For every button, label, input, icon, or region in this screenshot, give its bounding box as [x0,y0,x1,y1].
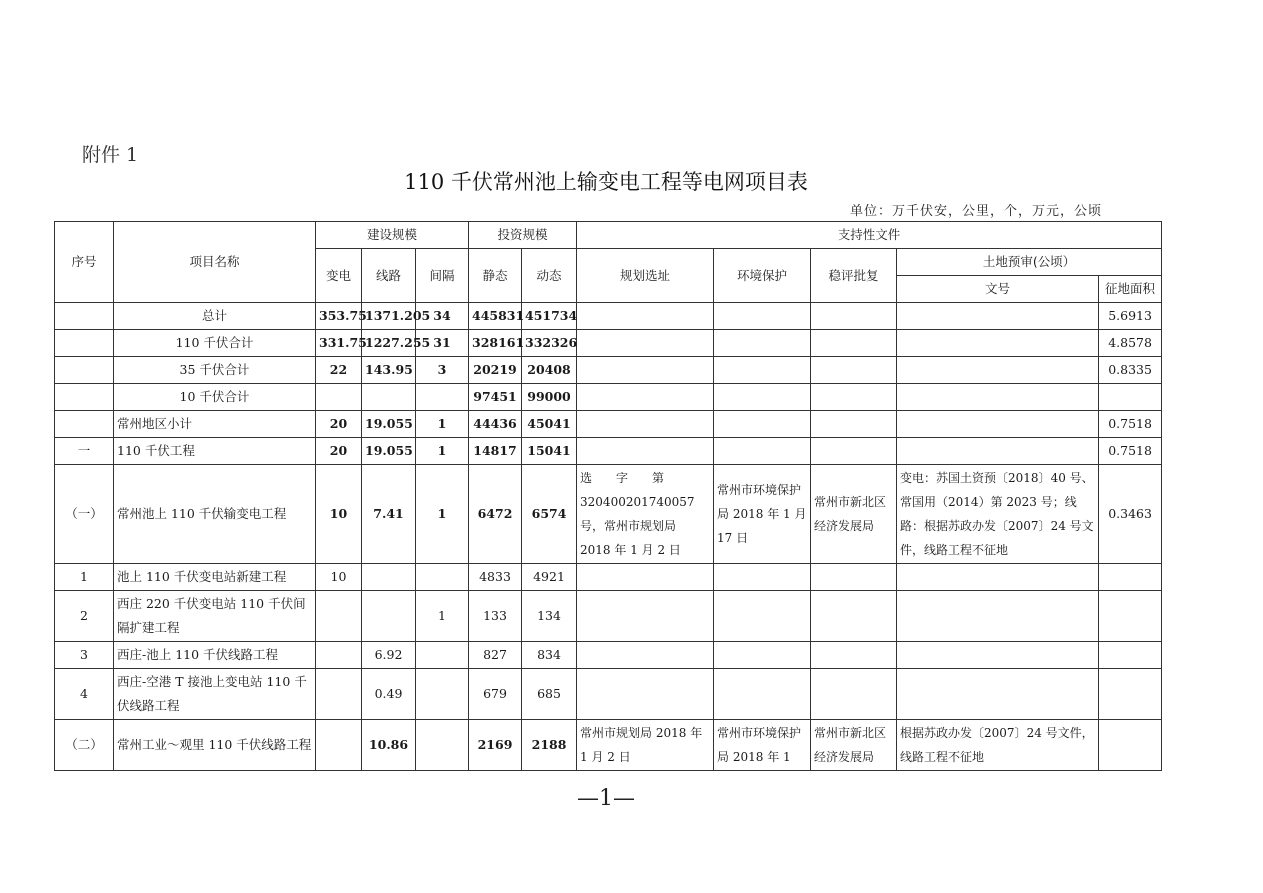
cell-bay: 31 [416,330,469,357]
cell-dynamic: 99000 [522,384,577,411]
cell-planning [577,669,714,720]
cell-dynamic: 15041 [522,438,577,465]
cell-name: 常州工业～观里 110 千伏线路工程 [114,720,316,771]
header-static: 静态 [469,249,522,303]
cell-static: 44436 [469,411,522,438]
cell-name: 35 千伏合计 [114,357,316,384]
cell-dynamic: 332326 [522,330,577,357]
cell-doc-no [897,384,1099,411]
cell-dynamic: 685 [522,669,577,720]
cell-transformer: 10 [316,465,362,564]
cell-env: 常州市环境保护局 2018 年 1 月 17 日 [714,465,811,564]
cell-transformer [316,669,362,720]
cell-area: 5.6913 [1099,303,1162,330]
cell-seq [55,411,114,438]
cell-doc-no [897,564,1099,591]
cell-line: 143.95 [362,357,416,384]
cell-doc-no [897,669,1099,720]
cell-dynamic: 451734 [522,303,577,330]
cell-transformer: 353.75 [316,303,362,330]
cell-name: 西庄 220 千伏变电站 110 千伏间隔扩建工程 [114,591,316,642]
cell-env [714,591,811,642]
cell-planning [577,357,714,384]
cell-env [714,411,811,438]
cell-area [1099,384,1162,411]
cell-dynamic: 45041 [522,411,577,438]
header-invest-scale: 投资规模 [469,222,577,249]
cell-area: 0.3463 [1099,465,1162,564]
header-dynamic: 动态 [522,249,577,303]
cell-risk [811,564,897,591]
cell-area [1099,669,1162,720]
cell-risk: 常州市新北区经济发展局 [811,465,897,564]
cell-bay [416,720,469,771]
cell-line: 0.49 [362,669,416,720]
cell-bay [416,564,469,591]
cell-bay: 1 [416,591,469,642]
cell-risk [811,357,897,384]
table-row [55,330,1162,357]
cell-env [714,669,811,720]
header-build-scale: 建设规模 [316,222,469,249]
cell-risk [811,669,897,720]
cell-seq [55,384,114,411]
cell-doc-no [897,642,1099,669]
cell-seq: 4 [55,669,114,720]
cell-line: 7.41 [362,465,416,564]
header-area: 征地面积 [1099,276,1162,303]
cell-doc-no: 根据苏政办发〔2007〕24 号文件，线路工程不征地 [897,720,1099,771]
cell-transformer [316,384,362,411]
cell-bay: 34 [416,303,469,330]
cell-dynamic: 834 [522,642,577,669]
cell-seq: （一） [55,465,114,564]
cell-risk [811,591,897,642]
cell-transformer: 331.75 [316,330,362,357]
cell-planning [577,438,714,465]
header-name: 项目名称 [114,222,316,303]
cell-area: 0.7518 [1099,438,1162,465]
project-table [54,221,1162,771]
cell-dynamic: 4921 [522,564,577,591]
header-row-1 [55,222,1162,249]
cell-env [714,330,811,357]
cell-line: 19.055 [362,411,416,438]
header-support-docs: 支持性文件 [577,222,1162,249]
cell-risk [811,642,897,669]
table-row [55,384,1162,411]
cell-dynamic: 2188 [522,720,577,771]
cell-name: 西庄-空港 T 接池上变电站 110 千伏线路工程 [114,669,316,720]
cell-area [1099,564,1162,591]
cell-seq [55,357,114,384]
cell-transformer: 20 [316,411,362,438]
header-env: 环境保护 [714,249,811,303]
cell-static: 6472 [469,465,522,564]
header-land: 土地预审(公顷） [897,249,1162,276]
cell-transformer: 20 [316,438,362,465]
unit-note: 单位：万千伏安，公里，个，万元，公顷 [850,204,1103,219]
cell-dynamic: 20408 [522,357,577,384]
cell-risk [811,411,897,438]
table-row [55,411,1162,438]
table-row [55,303,1162,330]
cell-line: 6.92 [362,642,416,669]
header-bay: 间隔 [416,249,469,303]
cell-env [714,438,811,465]
cell-seq: 2 [55,591,114,642]
cell-seq: 1 [55,564,114,591]
table-row [55,564,1162,591]
cell-line [362,591,416,642]
cell-static: 328161 [469,330,522,357]
table-row [55,642,1162,669]
cell-planning [577,411,714,438]
cell-line: 1371.205 [362,303,416,330]
cell-dynamic: 134 [522,591,577,642]
cell-seq: 一 [55,438,114,465]
table-row [55,438,1162,465]
cell-name: 总计 [114,303,316,330]
cell-risk: 常州市新北区经济发展局 [811,720,897,771]
attachment-label: 附件 1 [82,144,139,166]
page-title: 110 千伏常州池上输变电工程等电网项目表 [404,170,808,194]
cell-name: 西庄-池上 110 千伏线路工程 [114,642,316,669]
cell-line: 10.86 [362,720,416,771]
cell-planning [577,642,714,669]
cell-area [1099,720,1162,771]
cell-name: 10 千伏合计 [114,384,316,411]
cell-seq [55,330,114,357]
cell-seq: （二） [55,720,114,771]
cell-transformer: 10 [316,564,362,591]
header-doc-no: 文号 [897,276,1099,303]
cell-risk [811,384,897,411]
cell-doc-no [897,591,1099,642]
cell-static: 2169 [469,720,522,771]
cell-static: 20219 [469,357,522,384]
cell-transformer [316,591,362,642]
cell-bay [416,384,469,411]
cell-planning [577,564,714,591]
table-row [55,720,1162,771]
cell-static: 14817 [469,438,522,465]
cell-line: 19.055 [362,438,416,465]
cell-seq: 3 [55,642,114,669]
cell-bay: 3 [416,357,469,384]
cell-line [362,384,416,411]
cell-doc-no: 变电：苏国土资预〔2018〕40 号、常国用（2014）第 2023 号；线路：根据苏政办发〔2007〕24 号文件，线路工程不征地 [897,465,1099,564]
cell-env [714,384,811,411]
cell-doc-no [897,330,1099,357]
cell-static: 4833 [469,564,522,591]
cell-static: 97451 [469,384,522,411]
cell-dynamic: 6574 [522,465,577,564]
cell-transformer [316,642,362,669]
table-row [55,591,1162,642]
cell-env [714,303,811,330]
table-row [55,357,1162,384]
table-row [55,465,1162,564]
cell-area: 0.7518 [1099,411,1162,438]
cell-area [1099,591,1162,642]
cell-static: 827 [469,642,522,669]
cell-doc-no [897,411,1099,438]
header-transformer: 变电 [316,249,362,303]
cell-env [714,357,811,384]
cell-doc-no [897,438,1099,465]
cell-bay: 1 [416,411,469,438]
cell-doc-no [897,357,1099,384]
cell-bay [416,669,469,720]
cell-env [714,642,811,669]
cell-static: 679 [469,669,522,720]
cell-transformer [316,720,362,771]
cell-env: 常州市环境保护局 2018 年 1 [714,720,811,771]
cell-risk [811,303,897,330]
cell-planning [577,330,714,357]
cell-name: 110 千伏合计 [114,330,316,357]
cell-doc-no [897,303,1099,330]
cell-planning [577,591,714,642]
cell-planning [577,384,714,411]
cell-seq [55,303,114,330]
page-number: —1— [577,786,635,811]
cell-area: 0.8335 [1099,357,1162,384]
header-risk: 稳评批复 [811,249,897,303]
cell-bay: 1 [416,438,469,465]
cell-name: 池上 110 千伏变电站新建工程 [114,564,316,591]
cell-name: 110 千伏工程 [114,438,316,465]
cell-static: 445831 [469,303,522,330]
table-row [55,669,1162,720]
cell-name: 常州地区小计 [114,411,316,438]
cell-planning: 选 字 第 320400201740057 号，常州市规划局 2018 年 1 月 2 日 [577,465,714,564]
cell-env [714,564,811,591]
header-seq: 序号 [55,222,114,303]
cell-area [1099,642,1162,669]
header-planning: 规划选址 [577,249,714,303]
cell-area: 4.8578 [1099,330,1162,357]
header-line: 线路 [362,249,416,303]
cell-planning [577,303,714,330]
cell-risk [811,438,897,465]
cell-transformer: 22 [316,357,362,384]
cell-bay [416,642,469,669]
cell-line [362,564,416,591]
cell-line: 1227.255 [362,330,416,357]
cell-name: 常州池上 110 千伏输变电工程 [114,465,316,564]
cell-risk [811,330,897,357]
cell-planning: 常州市规划局 2018 年 1 月 2 日 [577,720,714,771]
cell-bay: 1 [416,465,469,564]
cell-static: 133 [469,591,522,642]
